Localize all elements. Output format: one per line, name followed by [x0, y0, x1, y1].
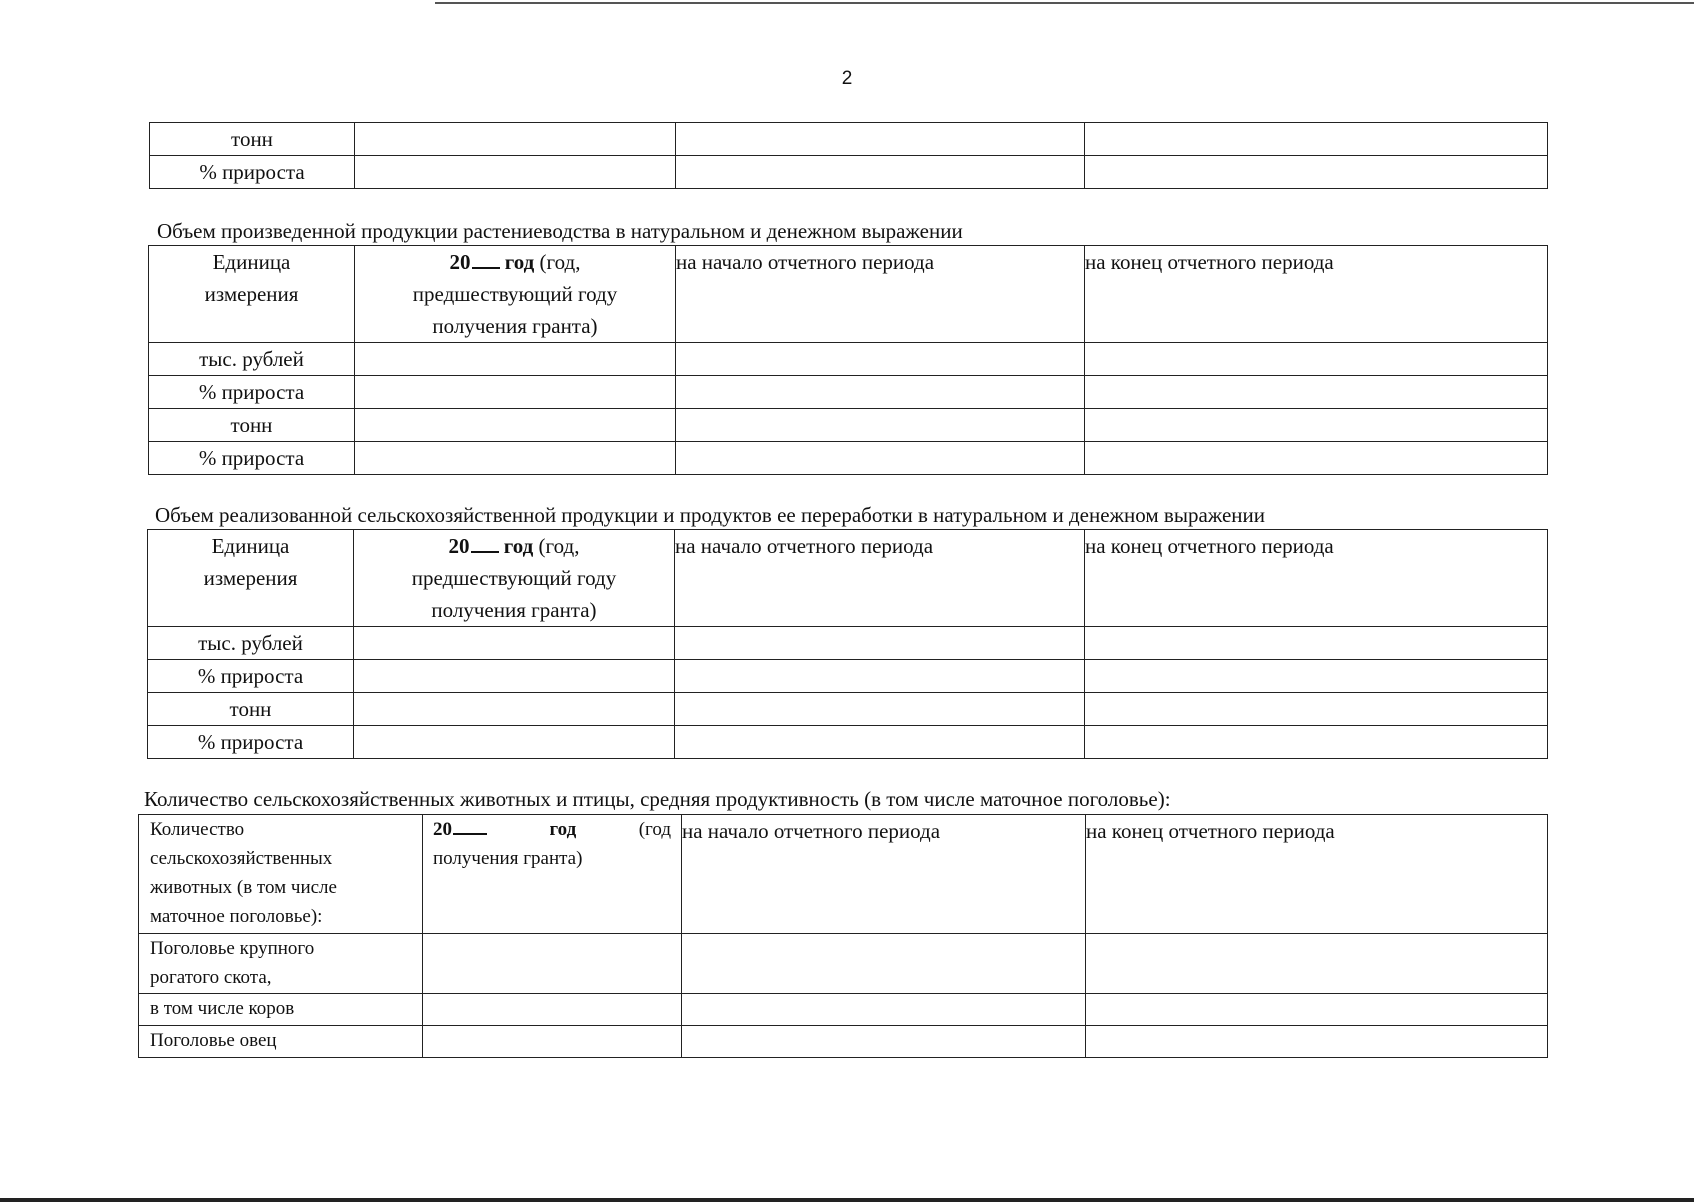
table-row — [150, 156, 1548, 189]
table-row — [148, 726, 1548, 759]
section-title-crop-production: Объем произведенной продукции растениеводства в натуральном и денежном выражении — [157, 219, 963, 243]
value-cell[interactable] — [675, 660, 1085, 693]
header-year: 20 год (год, предшествующий году получения гранта) — [355, 246, 676, 343]
value-cell[interactable] — [682, 1026, 1086, 1058]
value-cell[interactable] — [675, 627, 1085, 660]
table-row — [149, 376, 1548, 409]
value-cell[interactable] — [423, 934, 682, 994]
table-row — [139, 934, 1548, 994]
page-number: 2 — [841, 68, 853, 89]
value-cell[interactable] — [1085, 343, 1548, 376]
unit-cell: % прироста — [150, 156, 355, 189]
bottom-rule — [0, 1198, 1694, 1202]
value-cell[interactable] — [1085, 156, 1548, 189]
header-period-end: на конец отчетного периода — [1086, 815, 1548, 934]
value-cell[interactable] — [676, 376, 1085, 409]
table-header-row — [139, 815, 1548, 934]
value-cell[interactable] — [423, 994, 682, 1026]
table-row — [139, 994, 1548, 1026]
livestock-table — [138, 814, 1548, 1058]
unit-cell: % прироста — [149, 442, 355, 475]
row-label-cows: в том числе коров — [139, 994, 423, 1026]
value-cell[interactable] — [1085, 442, 1548, 475]
header-unit: Единица измерения — [149, 246, 355, 343]
header-year: 20 год (год получения гранта) — [423, 815, 682, 934]
value-cell[interactable] — [355, 343, 676, 376]
value-cell[interactable] — [682, 994, 1086, 1026]
value-cell[interactable] — [675, 726, 1085, 759]
value-cell[interactable] — [676, 409, 1085, 442]
value-cell[interactable] — [676, 442, 1085, 475]
header-period-end: на конец отчетного периода — [1085, 530, 1548, 627]
section-title-livestock: Количество сельскохозяйственных животных и птицы, средняя продуктивность (в том числе маточное поголовье): — [144, 787, 1171, 811]
header-unit: Единица измерения — [148, 530, 354, 627]
crop-production-table — [148, 245, 1548, 475]
value-cell[interactable] — [1085, 693, 1548, 726]
table-row — [149, 343, 1548, 376]
value-cell[interactable] — [676, 343, 1085, 376]
table-row — [139, 1026, 1548, 1058]
table-row — [148, 660, 1548, 693]
value-cell[interactable] — [355, 156, 676, 189]
table-row — [149, 409, 1548, 442]
section-title-sold-production: Объем реализованной сельскохозяйственной продукции и продуктов ее переработки в натуральном и денежном выражении — [155, 503, 1266, 527]
top-rule — [435, 2, 1694, 4]
table-header-row — [149, 246, 1548, 343]
row-label-cattle: Поголовье крупного рогатого скота, — [139, 934, 423, 994]
table-row — [148, 693, 1548, 726]
header-period-start: на начало отчетного периода — [676, 246, 1085, 343]
continuation-table — [149, 122, 1548, 189]
unit-cell: тонн — [148, 693, 354, 726]
row-label-sheep: Поголовье овец — [139, 1026, 423, 1058]
table-header-row — [148, 530, 1548, 627]
value-cell[interactable] — [423, 1026, 682, 1058]
unit-cell: тыс. рублей — [149, 343, 355, 376]
value-cell[interactable] — [1086, 934, 1548, 994]
header-year: 20 год (год, предшествующий году получения гранта) — [354, 530, 675, 627]
value-cell[interactable] — [355, 442, 676, 475]
unit-cell: тонн — [149, 409, 355, 442]
table-row — [148, 627, 1548, 660]
value-cell[interactable] — [355, 409, 676, 442]
unit-cell: % прироста — [149, 376, 355, 409]
value-cell[interactable] — [1085, 726, 1548, 759]
unit-cell: тонн — [150, 123, 355, 156]
value-cell[interactable] — [675, 693, 1085, 726]
header-period-start: на начало отчетного периода — [682, 815, 1086, 934]
value-cell[interactable] — [1085, 627, 1548, 660]
value-cell[interactable] — [354, 660, 675, 693]
value-cell[interactable] — [1085, 660, 1548, 693]
value-cell[interactable] — [676, 156, 1085, 189]
table-row — [149, 442, 1548, 475]
sold-production-table — [147, 529, 1548, 759]
header-period-end: на конец отчетного периода — [1085, 246, 1548, 343]
value-cell[interactable] — [676, 123, 1085, 156]
value-cell[interactable] — [682, 934, 1086, 994]
value-cell[interactable] — [354, 693, 675, 726]
table-row — [150, 123, 1548, 156]
value-cell[interactable] — [1086, 1026, 1548, 1058]
value-cell[interactable] — [355, 376, 676, 409]
value-cell[interactable] — [355, 123, 676, 156]
header-period-start: на начало отчетного периода — [675, 530, 1085, 627]
header-livestock-label: Количество сельскохозяйственных животных (в том числе маточное поголовье): — [139, 815, 423, 934]
value-cell[interactable] — [1085, 376, 1548, 409]
value-cell[interactable] — [354, 726, 675, 759]
value-cell[interactable] — [1085, 123, 1548, 156]
unit-cell: % прироста — [148, 726, 354, 759]
value-cell[interactable] — [354, 627, 675, 660]
value-cell[interactable] — [1086, 994, 1548, 1026]
value-cell[interactable] — [1085, 409, 1548, 442]
unit-cell: тыс. рублей — [148, 627, 354, 660]
unit-cell: % прироста — [148, 660, 354, 693]
